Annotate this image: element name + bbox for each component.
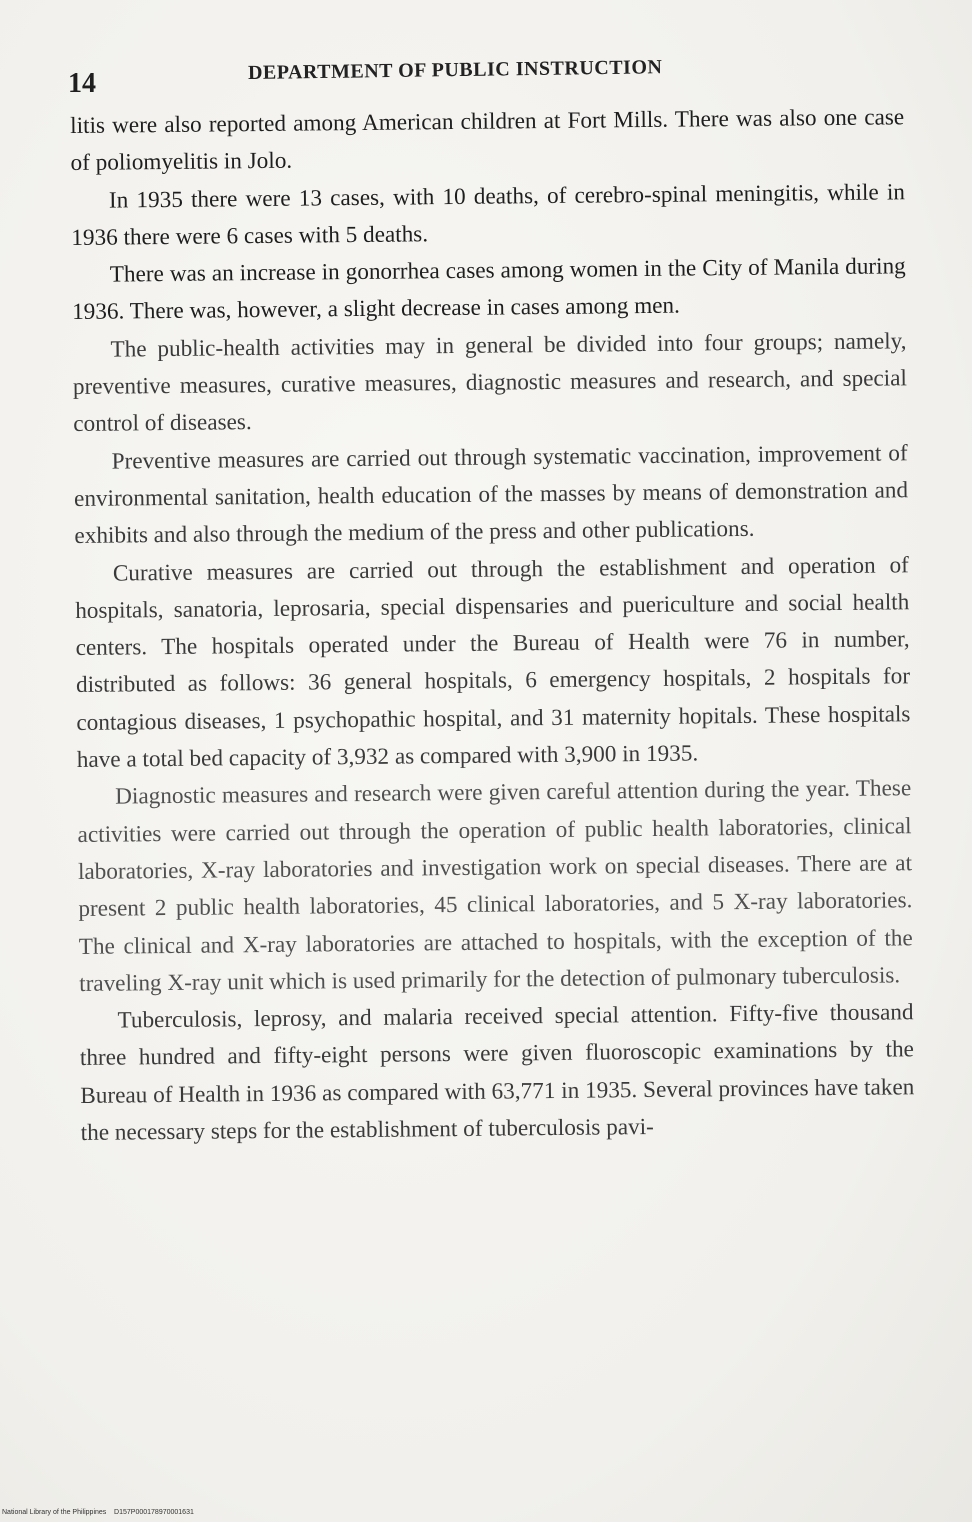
- paragraph-poliomyelitis: litis were also reported among American children at Fort Mills. There was also one case of poliomyelitis in Jolo.: [70, 104, 905, 177]
- paragraph-meningitis: In 1935 there were 13 cases, with 10 deaths, of cerebro-spinal meningitis, while in 1936 there were 6 cases with 5 deaths.: [71, 178, 906, 251]
- paragraph-diagnostic-measures: Diagnostic measures and research were given careful attention during the year. These activities were carried out through the operation of public health laboratories, clinical laboratories, X-ray laboratories and investigation work on special diseases. There are at present 2 public health laboratories, 45 clinical laboratories, and 5 X-ray laboratories. The clinical and X-ray laboratories are attached to hospitals, with the exception of the traveling X-ray unit which is used primarily for the detection of pulmonary tuberculosis.: [77, 775, 913, 997]
- page-number: 14: [68, 68, 96, 99]
- paragraph-gonorrhea: There was an increase in gonorrhea cases among women in the City of Manila during 1936. There was, however, a slight decrease in cases among men.: [72, 253, 906, 326]
- body-text: [70, 99, 915, 1152]
- paragraph-public-health-activities: The public-health activities may in general be divided into four groups; namely, preventive measures, curative measures, diagnostic measures and research, and special control of diseases.: [72, 328, 908, 438]
- running-head: DEPARTMENT OF PUBLIC INSTRUCTION: [247, 56, 663, 84]
- paragraph-curative-measures: Curative measures are carried out through the establishment and operation of hospitals, sanatoria, leprosaria, special dispensaries and puericulture and social health centers. The hospitals operated under the Bureau of Health were 76 in number, distributed as follows: 36 general hospitals, 6 emergency hospitals, 2 hospitals for contagious diseases, 1 psychopathic hospital, and 31 maternity hopitals. These hospitals have a total bed capacity of 3,932 as compared with 3,900 in 1935.: [75, 551, 911, 774]
- paragraph-tuberculosis: Tuberculosis, leprosy, and malaria received special attention. Fifty-five thousand three hundred and fifty-eight persons were given fluoroscopic examinations by the Bureau of Health in 1936 as compared with 63,771 in 1935. Several provinces have taken the necessary steps for the establishment of tuberculosis pavi-: [79, 999, 915, 1146]
- scan-footer-credit: National Library of the Philippines D157P000178970001631: [2, 1509, 194, 1516]
- page-header: [68, 52, 908, 99]
- paragraph-preventive-measures: Preventive measures are carried out through systematic vaccination, improvement of environmental sanitation, health education of the masses by means of demonstration and exhibits and also through the medium of the press and other publications.: [73, 439, 909, 550]
